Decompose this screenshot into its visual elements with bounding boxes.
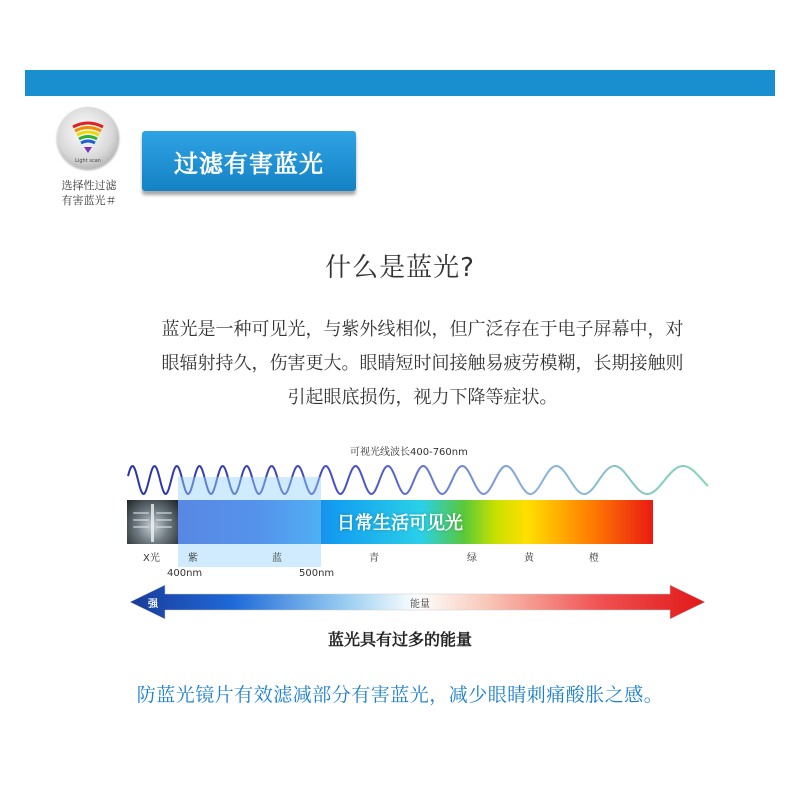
logo-caption-line1: 选择性过滤 — [61, 179, 117, 192]
paragraph-line2: 眼辐射持久，伤害更大。眼睛短时间接触易疲劳模糊，长期接触则 — [161, 353, 684, 374]
band-label-orange: 橙 — [589, 553, 599, 564]
section-heading: 什么是蓝光? — [325, 253, 475, 283]
band-label-green: 绿 — [467, 553, 477, 564]
band-label-blue: 蓝 — [272, 553, 282, 564]
logo-caption-line2: 有害蓝光＃ — [61, 194, 117, 207]
energy-label: 能量 — [410, 599, 430, 610]
spectrum-bar-label: 日常生活可见光 — [337, 513, 463, 534]
paragraph-line3: 引起眼底损伤，视力下降等症状。 — [287, 387, 558, 408]
band-label-yellow: 黄 — [524, 553, 534, 564]
logo-text: Light scan — [75, 158, 101, 164]
band-label-violet: 紫 — [188, 553, 198, 564]
band-label-xray: X光 — [143, 553, 160, 564]
band-label-cyan: 青 — [369, 553, 379, 564]
range-start-label: 400nm — [167, 568, 203, 579]
energy-strong-label: 强 — [148, 599, 158, 610]
title-button[interactable]: 过滤有害蓝光 — [142, 131, 356, 191]
range-end-label: 500nm — [299, 568, 335, 579]
paragraph-line1: 蓝光是一种可见光，与紫外线相似，但广泛存在于电子屏幕中，对 — [161, 319, 684, 340]
energy-caption: 蓝光具有过多的能量 — [327, 630, 472, 649]
wave-caption: 可视光线波长400-760nm — [350, 447, 468, 458]
bottom-note: 防蓝光镜片有效滤减部分有害蓝光，减少眼睛刺痛酸胀之感。 — [136, 684, 664, 706]
